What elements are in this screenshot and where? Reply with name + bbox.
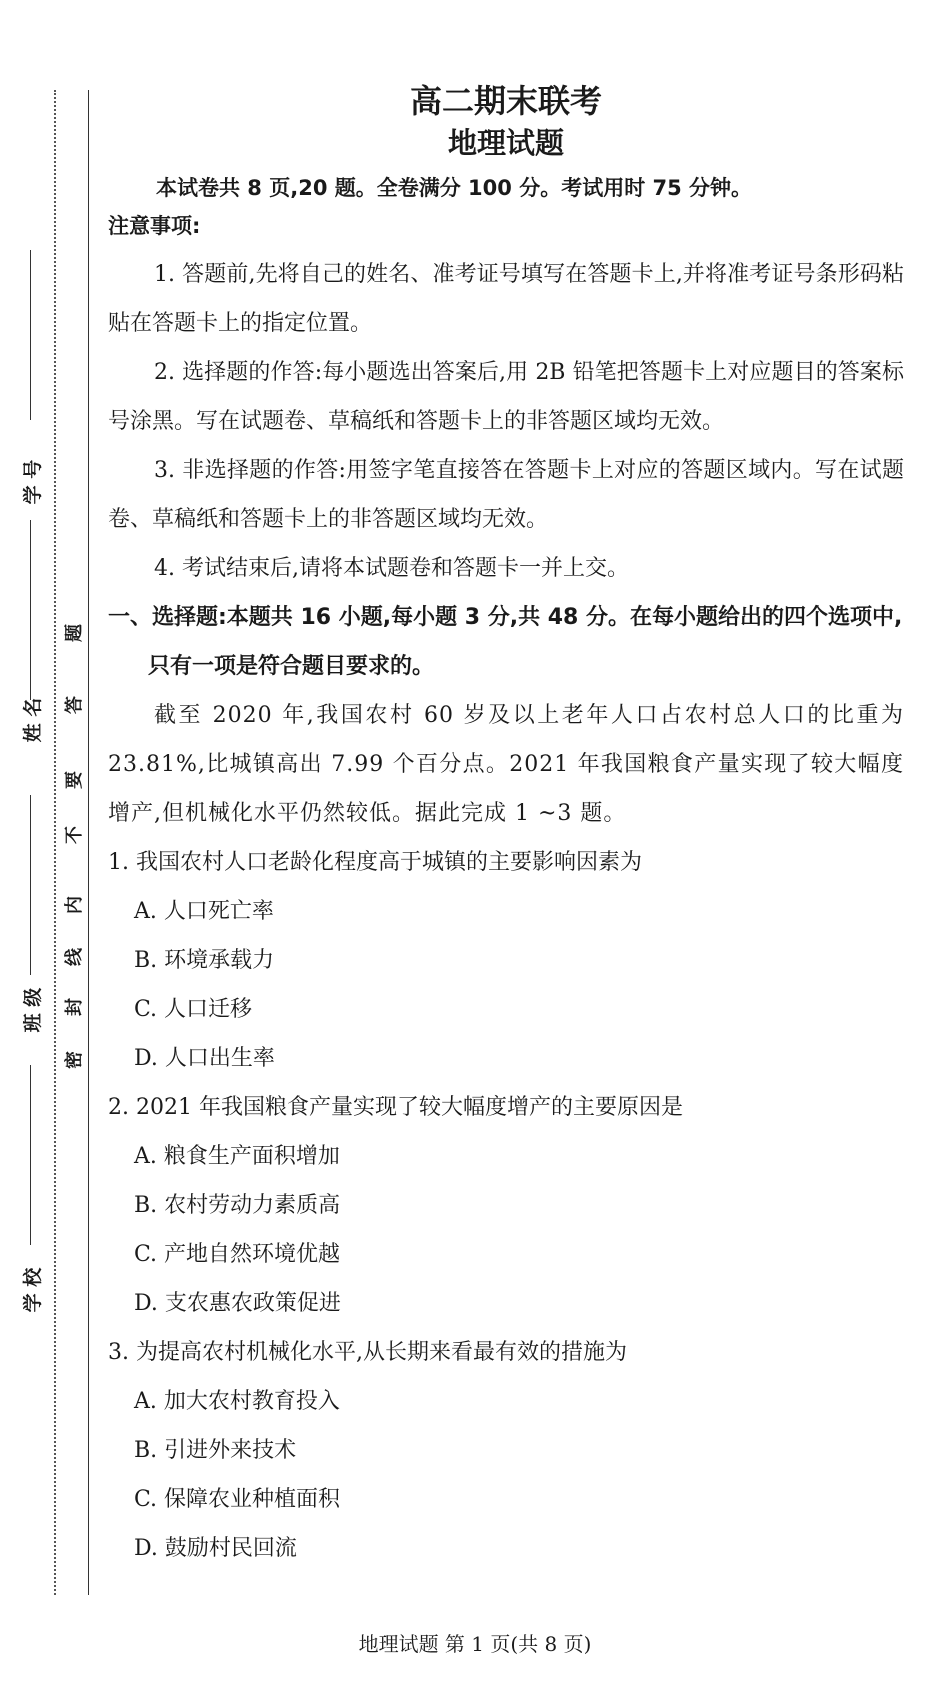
question-1 xyxy=(108,838,904,1083)
seal-char: 内 xyxy=(64,896,85,914)
exam-subtitle: 地理试题 xyxy=(447,126,564,160)
section-heading: 一、选择题:本题共 16 小题,每小题 3 分,共 48 分。在每小题给出的四个选项中,只有一项是符合题目要求的。 xyxy=(108,605,903,679)
option-c: C. 产地自然环境优越 xyxy=(134,1242,341,1267)
option-b: B. 农村劳动力素质高 xyxy=(134,1193,341,1218)
school-blank[interactable] xyxy=(30,1065,31,1245)
exam-info: 本试卷共 8 页,20 题。全卷满分 100 分。考试用时 75 分钟。 xyxy=(156,176,753,200)
question-stem: 3. 为提高农村机械化水平,从长期来看最有效的措施为 xyxy=(108,1340,627,1365)
class-label: 班 级 xyxy=(21,987,44,1033)
option-a: A. 人口死亡率 xyxy=(134,899,274,924)
option-a: A. 粮食生产面积增加 xyxy=(134,1144,340,1169)
seal-char: 封 xyxy=(64,998,85,1016)
exam-page-content xyxy=(108,80,904,1573)
student-id-label: 学 号 xyxy=(21,459,44,505)
seal-char: 要 xyxy=(64,771,85,789)
page-footer: 地理试题 第 1 页(共 8 页) xyxy=(358,1632,592,1656)
option-a: A. 加大农村教育投入 xyxy=(134,1389,340,1414)
option-d: D. 支农惠农政策促进 xyxy=(134,1291,341,1316)
seal-char: 题 xyxy=(64,624,85,642)
school-label: 学 校 xyxy=(21,1267,44,1313)
name-blank[interactable] xyxy=(30,520,31,700)
binding-solid-line xyxy=(88,90,89,1595)
class-blank[interactable] xyxy=(30,795,31,975)
option-c: C. 人口迁移 xyxy=(134,997,253,1022)
option-d: D. 人口出生率 xyxy=(134,1046,275,1071)
notice-item: 4. 考试结束后,请将本试题卷和答题卡一并上交。 xyxy=(154,556,629,581)
material-passage: 截至 2020 年,我国农村 60 岁及以上老年人口占农村总人口的比重为 23.81%,比城镇高出 7.99 个百分点。2021 年我国粮食产量实现了较大幅度增产,但机械化水平仍然较低。据此完成 1 ~3 题。 xyxy=(108,703,904,826)
question-stem: 2. 2021 年我国粮食产量实现了较大幅度增产的主要原因是 xyxy=(108,1095,683,1120)
name-label: 姓 名 xyxy=(21,697,44,743)
option-d: D. 鼓励村民回流 xyxy=(134,1536,297,1561)
notice-item: 2. 选择题的作答:每小题选出答案后,用 2B 铅笔把答题卡上对应题目的答案标号涂黑。写在试题卷、草稿纸和答题卡上的非答题区域均无效。 xyxy=(108,360,904,434)
seal-notice-column xyxy=(58,90,88,1595)
seal-char: 线 xyxy=(64,948,85,966)
notice-item: 3. 非选择题的作答:用签字笔直接答在答题卡上对应的答题区域内。写在试题卷、草稿纸和答题卡上的非答题区域均无效。 xyxy=(108,458,904,532)
notice-heading: 注意事项: xyxy=(108,214,201,238)
seal-char: 不 xyxy=(64,826,85,844)
option-b: B. 引进外来技术 xyxy=(134,1438,297,1463)
binding-dotted-line xyxy=(54,90,56,1595)
seal-char: 答 xyxy=(64,696,85,714)
seal-char: 密 xyxy=(64,1051,85,1069)
student-info-column xyxy=(14,90,48,1595)
question-3 xyxy=(108,1328,904,1573)
exam-title: 高二期末联考 xyxy=(409,82,602,120)
notice-item: 1. 答题前,先将自己的姓名、准考证号填写在答题卡上,并将准考证号条形码粘贴在答题卡上的指定位置。 xyxy=(108,262,904,336)
option-c: C. 保障农业种植面积 xyxy=(134,1487,341,1512)
option-b: B. 环境承载力 xyxy=(134,948,275,973)
student-id-blank[interactable] xyxy=(30,250,31,420)
question-2 xyxy=(108,1083,904,1328)
question-stem: 1. 我国农村人口老龄化程度高于城镇的主要影响因素为 xyxy=(108,850,642,875)
